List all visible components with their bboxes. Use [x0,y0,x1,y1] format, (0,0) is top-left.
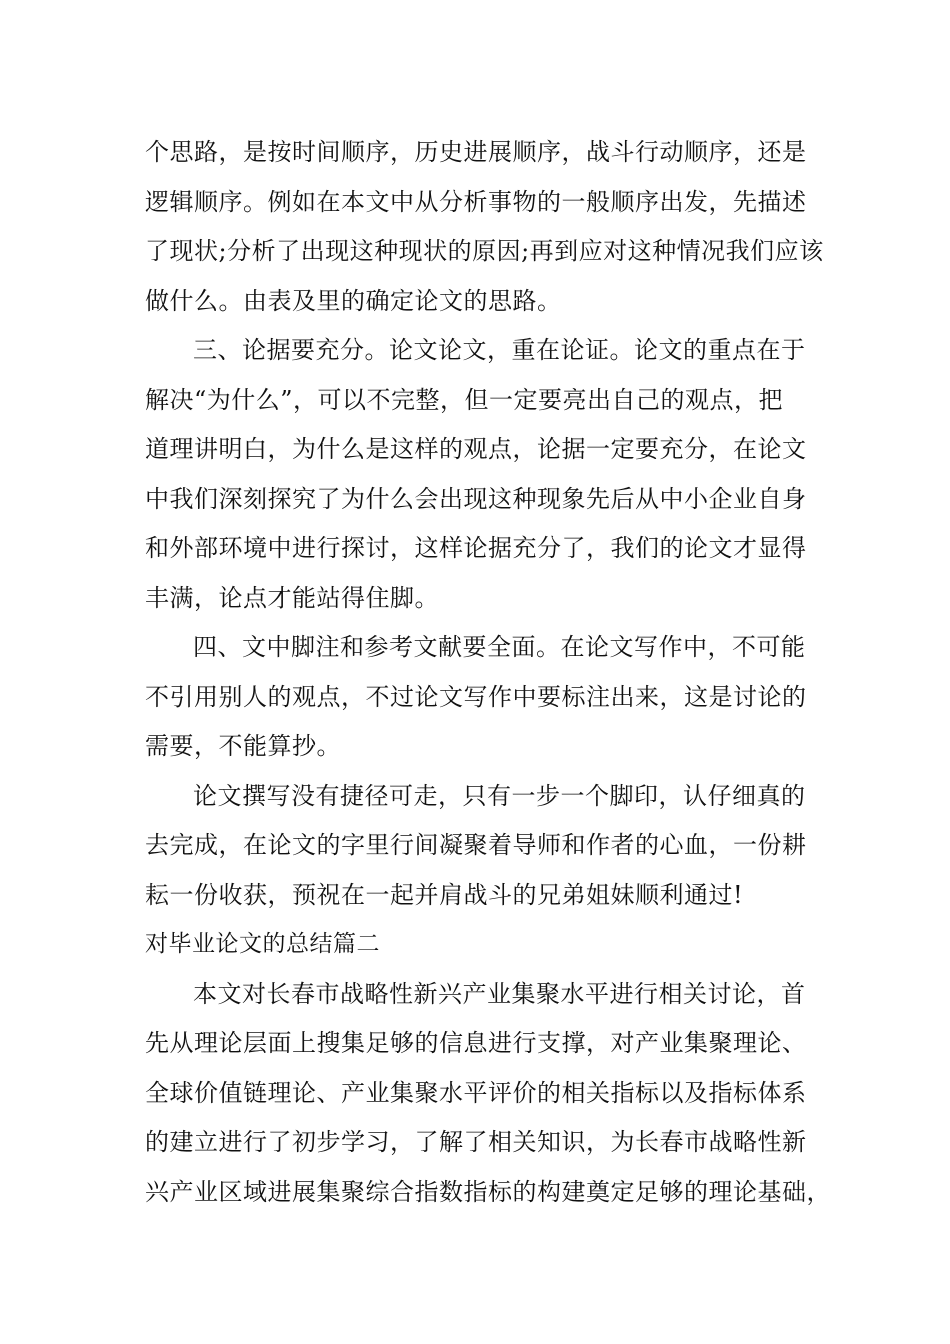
document-page [145,128,831,1217]
paragraph-sufficient-argument [145,326,810,623]
text-line: 的建立进行了初步学习，了解了相关知识，为长春市战略性新 [145,1128,807,1156]
section-title: 对毕业论文的总结篇二 [145,931,380,957]
text-line: 论文撰写没有捷径可走，只有一步一个脚印，认仔细真的 [193,781,806,810]
text-line: 兴产业区域进展集聚综合指数指标的构建奠定足够的理论基础， [145,1177,831,1206]
text-line: 全球价值链理论、产业集聚水平评价的相关指标以及指标体系 [145,1078,807,1107]
text-line: 和外部环境中进行探讨，这样论据充分了，我们的论文才显得 [145,534,807,562]
text-line: 四、文中脚注和参考文献要全面。在论文写作中，不可能 [193,633,806,661]
text-line: 中我们深刻探究了为什么会出现这种现象先后从中小企业自身 [145,484,807,513]
text-line: 丰满，论点才能站得住脚。 [145,583,439,612]
text-line: 三、论据要充分。论文论文，重在论证。论文的重点在于 [193,336,806,364]
text-line: 个思路，是按时间顺序，历史进展顺序，战斗行动顺序，还是 [145,138,807,166]
paragraph-thinking-order [145,128,824,326]
text-line: 需要，不能算抄。 [145,732,341,760]
text-line: 耘一份收获，预祝在一起并肩战斗的兄弟姐妹顺利通过! [145,880,744,909]
text-line: 道理讲明白，为什么是这样的观点，论据一定要充分，在论文 [145,435,807,463]
text-line: 逻辑顺序。例如在本文中从分析事物的一般顺序出发，先描述 [145,187,807,216]
text-line: 不引用别人的观点，不过论文写作中要标注出来，这是讨论的 [145,682,807,711]
text-line: 了现状;分析了出现这种现状的原因;再到应对这种情况我们应该 [145,237,824,265]
text-line: 做什么。由表及里的确定论文的思路。 [145,286,562,315]
paragraph-footnotes-references [145,623,810,772]
text-line: 本文对长春市战略性新兴产业集聚水平进行相关讨论，首 [193,979,806,1008]
paragraph-conclusion [145,772,810,921]
paragraph-changchun-industry [145,970,831,1218]
text-line: 先从理论层面上搜集足够的信息进行支撑，对产业集聚理论、 [145,1029,807,1057]
text-line: 解决“为什么”，可以不完整，但一定要亮出自己的观点，把 [145,385,784,414]
text-line: 去完成，在论文的字里行间凝聚着导师和作者的心血，一份耕 [145,831,807,859]
